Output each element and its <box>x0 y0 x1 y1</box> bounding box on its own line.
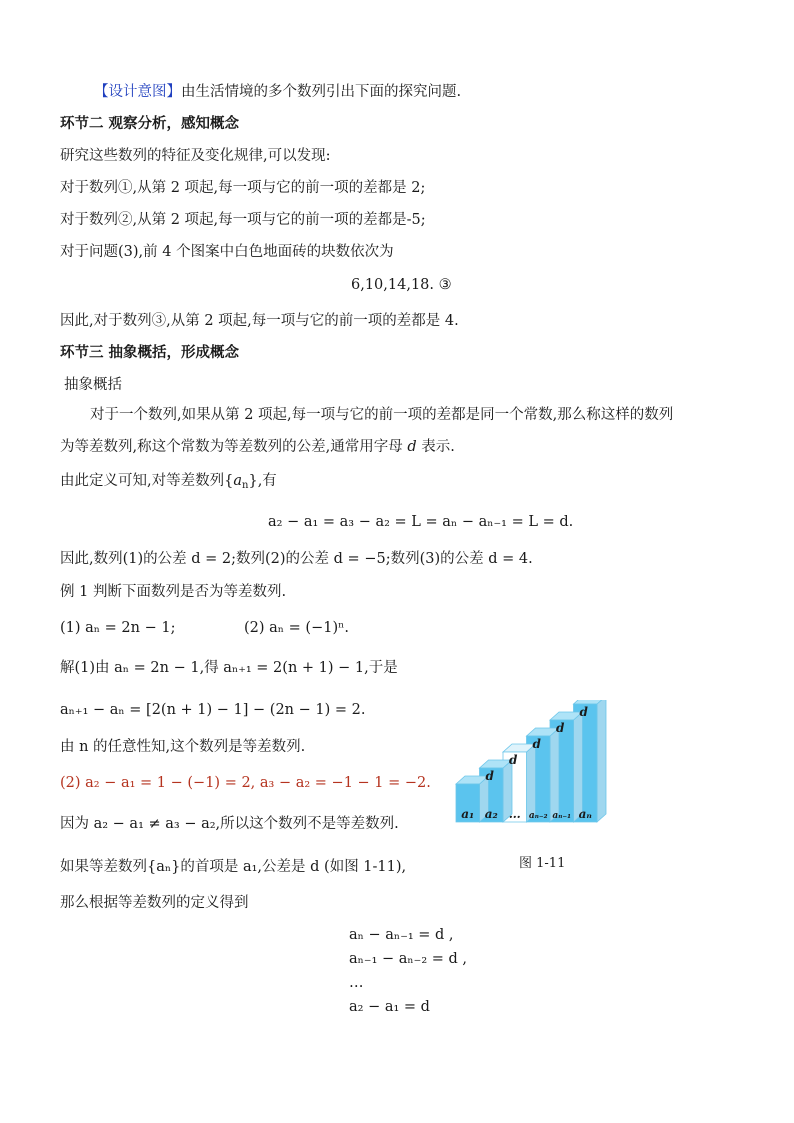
step2-conclusion: 因此,对于数列③,从第 2 项起,每一项与它的前一项的差都是 4. <box>60 313 459 329</box>
definition-line-1: 对于一个数列,如果从第 2 项起,每一项与它的前一项的差都是同一个常数,那么称这样的数列 <box>90 407 674 423</box>
step3-heading: 环节三 抽象概括，形成概念 <box>60 344 240 361</box>
general-eq-4: a₂ − a₁ = d <box>349 999 430 1015</box>
column-side <box>597 700 606 822</box>
general-eq-3: … <box>349 975 364 991</box>
observation-2: 对于数列②,从第 2 项起,每一项与它的前一项的差都是-5; <box>60 212 426 228</box>
column-label: aₙ <box>578 807 592 821</box>
step-height-label: d <box>556 721 565 735</box>
column-label: aₙ₋₂ <box>528 811 548 821</box>
column-side <box>550 728 559 822</box>
column-side <box>574 712 583 822</box>
general-eq-2: aₙ₋₁ − aₙ₋₂ = d , <box>349 951 468 967</box>
column-label: … <box>508 807 521 821</box>
observation-3: 对于问题(3),前 4 个图案中白色地面砖的块数依次为 <box>60 244 394 260</box>
example-part-1: (1) aₙ = 2n − 1; <box>60 620 176 636</box>
solution-1-equation: aₙ₊₁ − aₙ = [2(n + 1) − 1] − (2n − 1) = 2. <box>60 702 366 718</box>
column-label: a₁ <box>461 807 475 821</box>
from-definition: 由此定义可知,对等差数列$\{a_n\}$,有 <box>60 473 277 491</box>
solution-1-conclusion: 由 n 的任意性知,这个数列是等差数列. <box>60 739 306 755</box>
common-differences: 因此,数列(1)的公差 d = 2;数列(2)的公差 d = −5;数列(3)的公差 d = 4. <box>60 551 533 567</box>
design-intent: 【设计意图】由生活情境的多个数列引出下面的探究问题. <box>94 84 462 100</box>
solution-2-conclusion: 因为 a₂ − a₁ ≠ a₃ − a₂,所以这个数列不是等差数列. <box>60 816 399 832</box>
step-height-label: d <box>532 737 541 751</box>
general-then: 那么根据等差数列的定义得到 <box>60 895 249 911</box>
example-part-2: (2) aₙ = (−1)ⁿ. <box>244 620 350 636</box>
step-height-label: d <box>485 769 494 783</box>
difference-chain: a₂ − a₁ = a₃ − a₂ = L = aₙ − aₙ₋₁ = L = d. <box>268 514 574 530</box>
general-eq-1: aₙ − aₙ₋₁ = d , <box>349 927 454 943</box>
step2-intro: 研究这些数列的特征及变化规律,可以发现: <box>60 148 331 164</box>
figure-caption: 图 1-11 <box>519 856 566 871</box>
step3-subheading: 抽象概括 <box>64 377 122 393</box>
step-height-label: d <box>579 705 588 719</box>
observation-1: 对于数列①,从第 2 项起,每一项与它的前一项的差都是 2; <box>60 180 426 196</box>
solution-2: (2) a₂ − a₁ = 1 − (−1) = 2, a₃ − a₂ = −1 − 1 = −2. <box>60 775 431 791</box>
sequence-3: 6,10,14,18. ③ <box>351 277 452 293</box>
column-label: aₙ₋₁ <box>552 811 572 821</box>
staircase-figure <box>452 700 622 828</box>
example-title: 例 1 判断下面数列是否为等差数列. <box>60 584 287 600</box>
solution-1: 解(1)由 aₙ = 2n − 1,得 aₙ₊₁ = 2(n + 1) − 1,于是 <box>60 660 398 676</box>
general-intro: 如果等差数列{aₙ}的首项是 a₁,公差是 d (如图 1-11), <box>60 859 407 875</box>
step2-heading: 环节二 观察分析，感知概念 <box>60 115 240 132</box>
definition-line-2: 为等差数列,称这个常数为等差数列的公差,通常用字母 d 表示. <box>60 439 455 455</box>
column-label: a₂ <box>484 807 498 821</box>
step-height-label: d <box>509 753 518 767</box>
